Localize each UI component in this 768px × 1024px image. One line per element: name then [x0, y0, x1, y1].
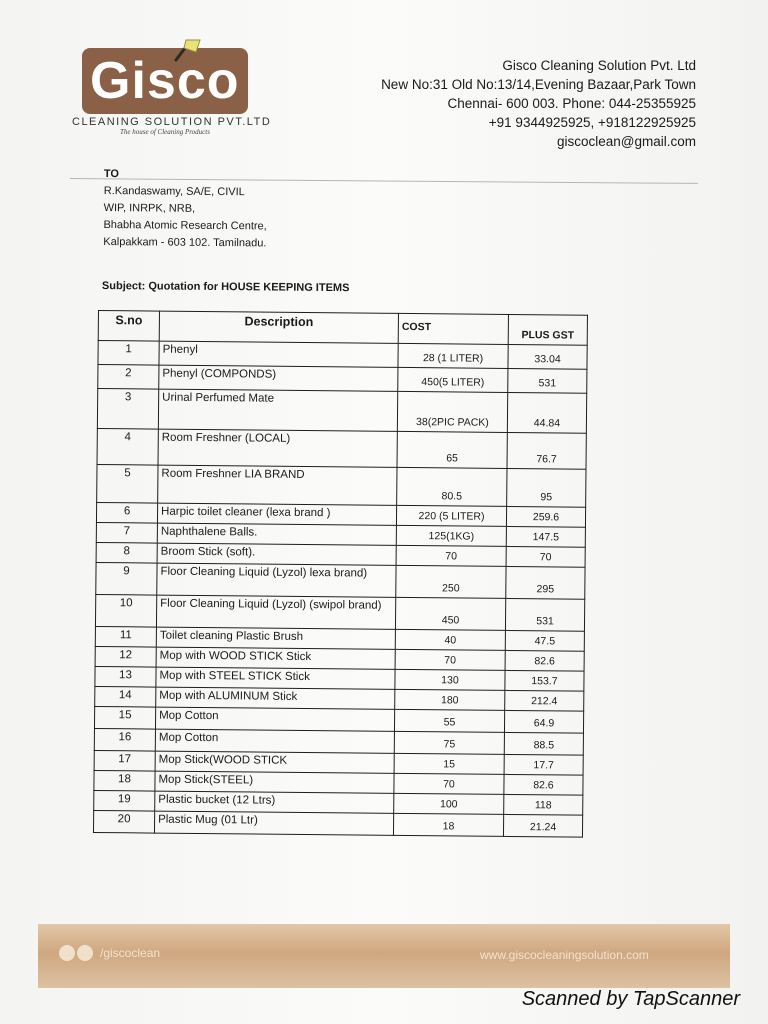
cell-cost: 220 (5 LITER)	[396, 505, 506, 526]
recipient-line: Kalpakkam - 603 102. Tamilnadu.	[103, 235, 267, 250]
cell-plus-gst: 118	[504, 794, 583, 815]
cell-sno: 11	[95, 626, 156, 647]
recipient-block	[103, 166, 267, 252]
cell-plus-gst: 33.04	[508, 344, 587, 369]
cell-description: Phenyl	[159, 341, 398, 367]
cell-cost: 130	[395, 669, 505, 690]
table-row	[96, 562, 585, 599]
cell-sno: 2	[98, 365, 159, 390]
cell-sno: 10	[95, 594, 156, 627]
table-row	[93, 810, 582, 837]
table-row	[97, 464, 586, 507]
cell-sno: 3	[97, 389, 158, 430]
cell-cost: 15	[394, 753, 504, 774]
cell-plus-gst: 47.5	[505, 630, 584, 651]
cell-sno: 8	[96, 542, 157, 563]
quotation-table	[93, 310, 588, 838]
company-email: giscoclean@gmail.com	[556, 134, 696, 149]
logo-tagline: The house of Cleaning Products	[120, 128, 210, 136]
cell-description: Room Freshner LIA BRAND	[158, 465, 397, 505]
cell-sno: 19	[94, 790, 155, 811]
table-row	[97, 428, 586, 469]
company-address	[381, 56, 696, 151]
cell-description: Mop Cotton	[155, 729, 394, 753]
to-label: TO	[103, 167, 120, 181]
company-street: New No:31 Old No:13/14,Evening Bazaar,Park Town	[381, 77, 696, 92]
social-icons	[58, 944, 98, 962]
cell-plus-gst: 17.7	[504, 754, 583, 775]
company-name: Gisco Cleaning Solution Pvt. Ltd	[502, 58, 696, 73]
cell-cost: 55	[394, 709, 504, 732]
cell-plus-gst: 531	[508, 368, 587, 393]
cell-description: Room Freshner (LOCAL)	[158, 429, 397, 467]
recipient-line: WIP, INRPK, NRB,	[103, 201, 196, 215]
header-cost: COST	[398, 313, 508, 344]
recipient-line: R.Kandaswamy, SA/E, CIVIL	[103, 184, 245, 199]
header-sno: S.no	[98, 311, 159, 342]
recipient-line: Bhabha Atomic Research Centre,	[103, 218, 267, 233]
cell-description: Mop with STEEL STICK Stick	[156, 667, 395, 689]
table-row	[97, 389, 586, 434]
cell-description: Mop with WOOD STICK Stick	[156, 647, 395, 669]
cell-description: Broom Stick (soft).	[157, 543, 396, 565]
cell-cost: 80.5	[397, 467, 507, 506]
cell-cost: 180	[395, 689, 505, 710]
cell-cost: 450	[395, 597, 505, 630]
scanner-watermark: Scanned by TapScanner	[521, 988, 740, 1010]
table-header-row	[98, 311, 587, 346]
table-body	[93, 341, 587, 838]
cell-sno: 15	[94, 706, 155, 729]
cell-plus-gst: 147.5	[506, 526, 585, 547]
cell-cost: 100	[394, 793, 504, 814]
cell-sno: 20	[93, 810, 154, 833]
cell-description: Phenyl (COMPONDS)	[159, 365, 398, 391]
cell-plus-gst: 70	[506, 546, 585, 567]
cell-cost: 65	[397, 431, 507, 468]
logo-text: Gisco	[90, 52, 240, 110]
cell-sno: 12	[95, 646, 156, 667]
cell-cost: 28 (1 LITER)	[398, 343, 508, 368]
subject-line: Subject: Quotation for HOUSE KEEPING ITEMS	[101, 280, 350, 295]
cell-cost: 70	[395, 649, 505, 670]
cell-sno: 7	[96, 522, 157, 543]
cell-plus-gst: 88.5	[504, 732, 583, 755]
cell-cost: 125(1KG)	[396, 525, 506, 546]
cell-sno: 9	[96, 562, 157, 595]
cell-plus-gst: 21.24	[503, 814, 582, 837]
cell-plus-gst: 76.7	[507, 432, 586, 469]
cell-description: Floor Cleaning Liquid (Lyzol) lexa brand)	[157, 563, 396, 597]
cell-description: Naphthalene Balls.	[157, 523, 396, 545]
logo-subtitle: CLEANING SOLUTION PVT.LTD	[72, 116, 272, 128]
cell-cost: 18	[393, 813, 503, 836]
header-description: Description	[159, 311, 398, 343]
cell-description: Plastic bucket (12 Ltrs)	[155, 791, 394, 813]
cell-sno: 5	[97, 464, 158, 503]
cell-cost: 70	[394, 773, 504, 794]
cell-cost: 250	[396, 565, 506, 598]
cell-plus-gst: 295	[506, 566, 585, 599]
cell-cost: 38(2PIC PACK)	[397, 391, 507, 432]
cell-description: Toilet cleaning Plastic Brush	[156, 627, 395, 649]
footer-social-handle: /giscoclean	[100, 946, 161, 960]
cell-description: Mop with ALUMINUM Stick	[156, 687, 395, 709]
cell-sno: 4	[97, 428, 158, 465]
cell-cost: 70	[396, 545, 506, 566]
cell-description: Mop Stick(WOOD STICK	[155, 751, 394, 773]
cell-description: Floor Cleaning Liquid (Lyzol) (swipol brand)	[156, 595, 395, 629]
cell-plus-gst: 82.6	[505, 650, 584, 671]
cell-sno: 1	[98, 341, 159, 366]
brush-icon	[170, 38, 202, 66]
company-mobile: +91 9344925925, +918122925925	[488, 115, 696, 130]
cell-sno: 6	[96, 502, 157, 523]
cell-plus-gst: 259.6	[506, 506, 585, 527]
cell-sno: 14	[95, 686, 156, 707]
cell-description: Mop Cotton	[155, 707, 394, 731]
cell-plus-gst: 153.7	[505, 670, 584, 691]
cell-cost: 450(5 LITER)	[398, 367, 508, 392]
company-city-phone: Chennai- 600 003. Phone: 044-25355925	[447, 96, 696, 111]
cell-plus-gst: 64.9	[504, 710, 583, 733]
cell-plus-gst: 44.84	[507, 392, 586, 433]
cell-description: Harpic toilet cleaner (lexa brand )	[157, 503, 396, 525]
cell-plus-gst: 531	[505, 598, 584, 631]
header-plus-gst: PLUS GST	[508, 314, 587, 345]
cell-plus-gst: 212.4	[505, 690, 584, 711]
table-row	[95, 594, 584, 631]
cell-plus-gst: 82.6	[504, 774, 583, 795]
footer-website: www.giscocleaningsolution.com	[480, 948, 649, 962]
cell-description: Urinal Perfumed Mate	[158, 389, 397, 431]
cell-sno: 16	[94, 728, 155, 751]
cell-sno: 13	[95, 666, 156, 687]
cell-description: Mop Stick(STEEL)	[155, 771, 394, 793]
cell-sno: 18	[94, 770, 155, 791]
cell-plus-gst: 95	[507, 468, 586, 507]
cell-cost: 75	[394, 731, 504, 754]
cell-sno: 17	[94, 750, 155, 771]
cell-description: Plastic Mug (01 Ltr)	[154, 811, 393, 835]
cell-cost: 40	[395, 629, 505, 650]
